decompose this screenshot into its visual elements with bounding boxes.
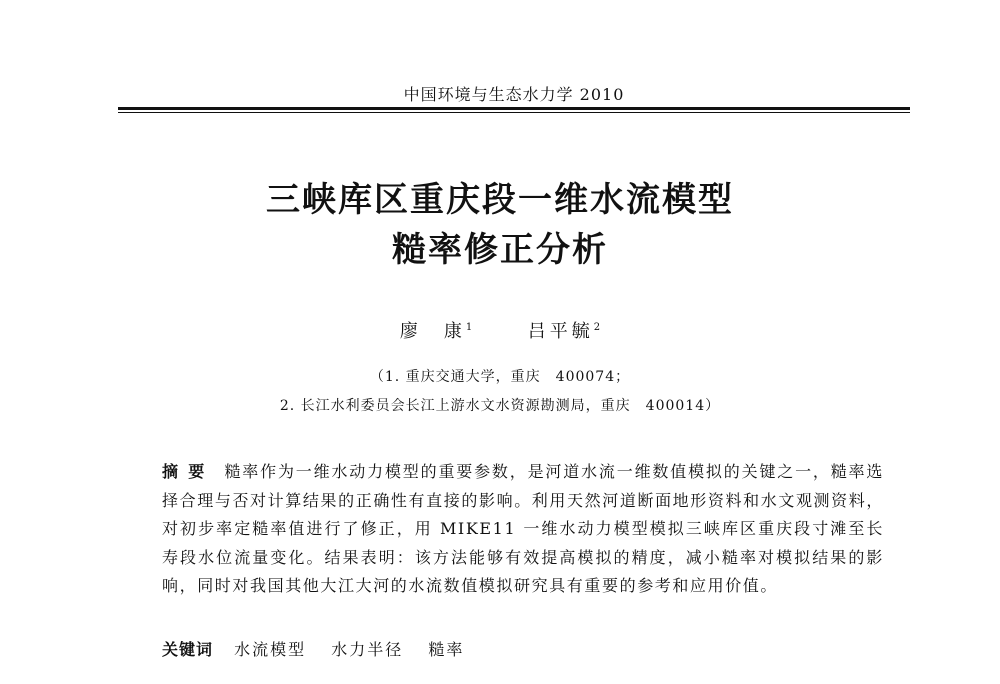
author-affil-mark-1: 1	[465, 322, 473, 333]
keywords-label: 关键词	[162, 640, 214, 659]
keyword-item: 糙率	[428, 640, 465, 659]
author-name-2: 吕平毓	[527, 321, 594, 342]
abstract-text: 糙率作为一维水动力模型的重要参数，是河道水流一维数值模拟的关键之一，糙率选择合理与否对计算结果的正确性有直接的影响。利用天然河道断面地形资料和水文观测资料，对初步率定糙率值进行了修正，用 MIKE11 一维水动力模型模拟三峡库区重庆段寸滩至长寿段水位流量变化。结果表明：该方法能够有效提高模拟的精度，减小糙率对模拟结果的影响，同时对我国其他大江大河的水流数值模拟研究具有重要的参考和应用价值。	[162, 462, 884, 595]
keyword-item: 水力半径	[331, 640, 404, 659]
author-affil-mark-2: 2	[593, 322, 601, 333]
paper-title-line-2: 糙率修正分析	[392, 230, 608, 270]
running-head: 中国环境与生态水力学 2010	[403, 85, 625, 104]
header-rule-thick	[118, 107, 910, 110]
author-line	[0, 317, 1000, 343]
abstract	[162, 458, 884, 601]
affiliation-line-2: 2. 长江水利委员会长江上游水文水资源勘测局，重庆 400014）	[279, 398, 721, 414]
keyword-item: 水流模型	[234, 640, 307, 659]
abstract-label: 摘要	[162, 462, 215, 481]
affiliation-line-1: （1. 重庆交通大学，重庆 400074；	[369, 369, 631, 385]
paper-title-line-1: 三峡库区重庆段一维水流模型	[266, 180, 734, 220]
header-rule-thin	[118, 112, 910, 113]
keywords	[162, 637, 884, 660]
author-name-1: 廖 康	[399, 321, 466, 342]
